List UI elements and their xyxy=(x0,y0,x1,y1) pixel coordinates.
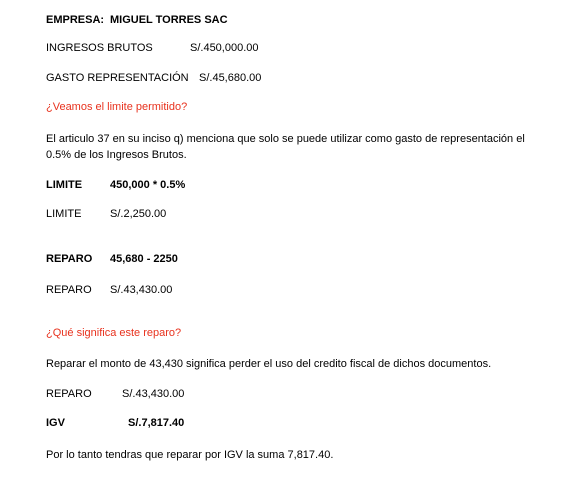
igv-label: IGV xyxy=(46,417,65,429)
adjustment-formula-label: REPARO xyxy=(46,253,93,265)
limit-formula-value: 450,000 * 0.5% xyxy=(110,179,186,191)
gross-income-row xyxy=(46,41,259,55)
limit-result-label: LIMITE xyxy=(46,208,82,220)
question-limit: ¿Veamos el limite permitido? xyxy=(46,101,188,113)
company-name: MIGUEL TORRES SAC xyxy=(110,14,228,26)
adjustment-repeat-label: REPARO xyxy=(46,388,92,400)
meaning-paragraph: Reparar el monto de 43,430 significa perder el uso del credito fiscal de dichos documentos. xyxy=(46,358,492,370)
limit-result-row xyxy=(46,207,167,221)
adjustment-repeat-value: S/.43,430.00 xyxy=(122,388,185,400)
company-label: EMPRESA: xyxy=(46,14,105,26)
gross-income-label: INGRESOS BRUTOS xyxy=(46,42,153,54)
limit-formula-row xyxy=(46,178,186,192)
representation-expense-row xyxy=(46,71,262,85)
adjustment-repeat-row xyxy=(46,387,185,401)
representation-expense-label: GASTO REPRESENTACIÓN xyxy=(46,72,189,84)
company-row xyxy=(46,13,228,27)
article-paragraph: El articulo 37 en su inciso q) menciona que solo se puede utilizar como gasto de representación el 0.5% de los Ingresos Brutos. xyxy=(46,133,525,161)
adjustment-result-value: S/.43,430.00 xyxy=(110,284,173,296)
igv-row xyxy=(46,416,185,430)
adjustment-result-label: REPARO xyxy=(46,284,92,296)
limit-formula-label: LIMITE xyxy=(46,179,83,191)
limit-result-value: S/.2,250.00 xyxy=(110,208,167,220)
adjustment-formula-value: 45,680 - 2250 xyxy=(110,253,178,265)
conclusion-text: Por lo tanto tendras que reparar por IGV la suma 7,817.40. xyxy=(46,449,334,461)
question-meaning: ¿Qué significa este reparo? xyxy=(46,327,182,339)
gross-income-value: S/.450,000.00 xyxy=(190,42,259,54)
igv-value: S/.7,817.40 xyxy=(128,417,185,429)
adjustment-result-row xyxy=(46,283,173,297)
adjustment-formula-row xyxy=(46,252,178,266)
representation-expense-value: S/.45,680.00 xyxy=(199,72,262,84)
